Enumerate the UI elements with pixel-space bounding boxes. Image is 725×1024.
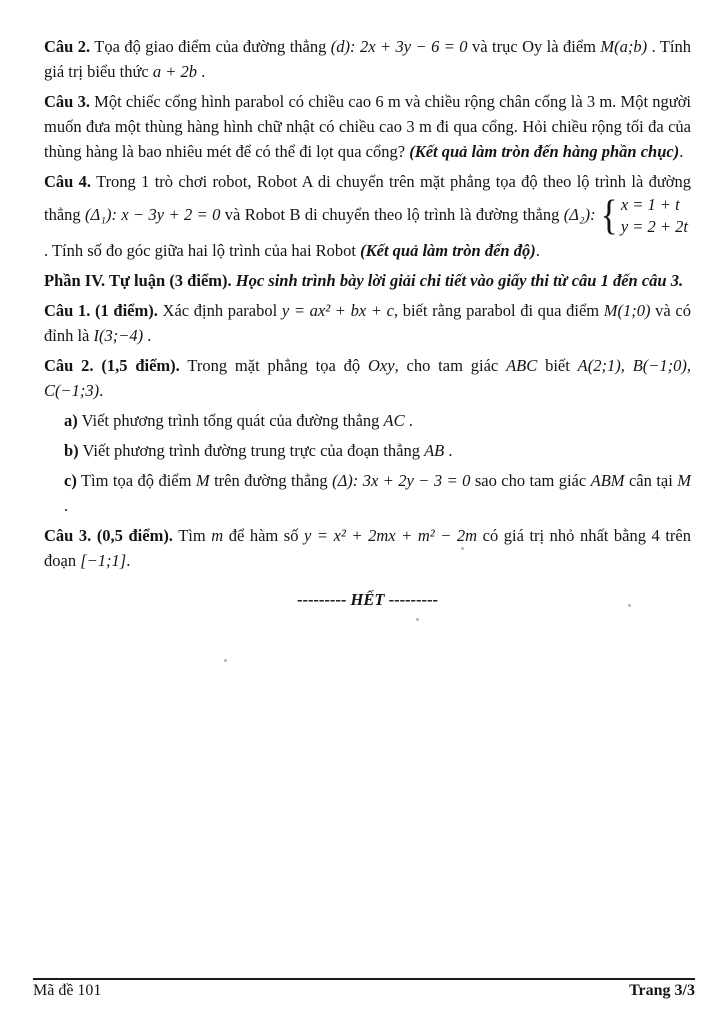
text-segment: (Δ₂): [563,204,596,224]
brace-glyph: { [600,193,618,239]
text-segment: . Tính giá trị biểu thức [44,37,691,81]
text-segment: M(1;0) [603,301,651,320]
text-segment: y = x² + 2mx + m² − 2m [304,526,478,545]
text-segment: M [677,471,692,490]
text-segment: ABM [590,471,625,490]
text-segment: ABC [506,356,538,375]
exam-body [44,34,691,617]
text-segment: và trục Oy là điểm [467,37,601,56]
equation-system [599,194,688,238]
text-segment: Oxy [367,356,395,375]
text-segment: Xác định parabol [157,301,282,320]
text-segment: . [126,551,131,570]
equation-line: x = 1 + t [620,195,680,214]
text-segment: (d): 2x + 3y − 6 = 0 [330,37,468,56]
text-segment: . [99,381,104,400]
text-segment: , cho tam giác [394,356,507,375]
text-segment: --------- [384,590,439,609]
essay-question-3 [44,523,691,573]
text-segment: (Δ₁): x − 3y + 2 = 0 [85,204,221,224]
text-segment: . Tính số đo góc giữa hai lộ trình của hai Robot [44,241,361,260]
text-segment: và có đỉnh là [44,301,691,345]
text-segment: để hàm số [223,526,305,545]
text-segment: A(2;1), B(−1;0), C(−1;3) [44,356,692,400]
question-3-short-answer [44,89,691,164]
text-segment: m [211,526,224,545]
text-segment: Trong 1 trò chơi robot, Robot A di chuyển trên mặt phẳng tọa độ theo lộ trình là đường thẳng [44,172,692,224]
text-segment: . [143,326,152,345]
text-segment: . [64,496,69,515]
text-segment: Câu 2. [44,37,91,56]
text-segment: M(a;b) [600,37,648,56]
text-segment: Phần IV. Tự luận (3 điểm). [44,271,232,290]
text-segment: a) [64,411,78,430]
text-segment: Câu 3. (0,5 điểm). [44,526,173,545]
text-segment: Câu 4. [44,172,92,191]
text-segment: . [535,241,540,260]
text-segment: y = ax² + bx + c [281,301,394,320]
text-segment: , biết rằng parabol đi qua điểm [393,301,604,320]
page-number-label: Trang 3/3 [629,982,695,999]
text-segment: M [195,471,210,490]
text-segment: cân tại [624,471,678,490]
text-segment: Tìm tọa độ điểm [76,471,196,490]
text-segment: . [404,411,413,430]
essay-question-2 [44,353,691,403]
text-segment: a + 2b [152,62,197,81]
essay-question-2c [44,468,691,518]
text-segment: HẾT [350,590,385,609]
text-segment: Trong mặt phẳng tọa độ [179,356,368,375]
text-segment: có giá trị nhỏ nhất bằng 4 trên đoạn [44,526,692,570]
text-segment: (Kết quả làm tròn đến độ) [360,241,536,260]
question-4-short-answer [44,169,691,263]
text-segment: trên đường thẳng [209,471,333,490]
text-segment: . [444,441,453,460]
text-segment: Tọa độ giao điểm của đường thẳng [90,37,331,56]
text-segment: Một chiếc cổng hình parabol có chiều cao 6 m và chiều rộng chân cổng là 3 m. Một người muốn đưa một thùng hàng hình chữ nhật có chiều cao 3 m đi qua cổng. Hỏi chiều rộng tối đa của thùng hàng là bao nhiêu mét để có thể đi lọt qua cổng? [44,92,692,161]
question-2-short-answer [44,34,691,84]
text-segment: và Robot B di chuyển theo lộ trình là đường thẳng [220,204,564,224]
exam-code-label: Mã đề 101 [33,982,102,999]
text-segment: sao cho tam giác [470,471,591,490]
text-segment: AB [424,441,445,460]
page-footer [33,978,695,1000]
text-segment: Tìm [172,526,212,545]
text-segment: Câu 3. [44,92,90,111]
text-segment: b) [64,441,79,460]
text-segment: Câu 1. (1 điểm). [44,301,158,320]
text-segment: Viết phương trình đường trung trực của đoạn thẳng [78,441,425,460]
essay-question-2a [44,408,691,433]
section-heading-part-4 [44,268,691,293]
text-segment: AC [383,411,405,430]
equation-line: y = 2 + 2t [620,217,688,236]
text-segment: --------- [296,590,351,609]
text-segment: I(3;−4) [93,326,144,345]
end-marker [44,587,691,612]
essay-question-2b [44,438,691,463]
scan-speck [416,618,419,621]
text-segment: . [196,62,206,81]
text-segment: Học sinh trình bày lời giải chi tiết vào giấy thi từ câu 1 đến câu 3. [231,271,684,290]
scan-speck [628,604,631,607]
text-segment: . [679,142,684,161]
text-segment: biết [537,356,578,375]
scan-speck [224,659,227,662]
text-segment: c) [64,471,77,490]
essay-question-1 [44,298,691,348]
text-segment: [−1;1] [80,551,127,570]
text-segment: Câu 2. (1,5 điểm). [44,356,180,375]
text-segment: (Δ): 3x + 2y − 3 = 0 [332,471,471,490]
scan-speck [461,547,464,550]
text-segment: Viết phương trình tổng quát của đường thẳng [77,411,384,430]
text-segment: (Kết quả làm tròn đến hàng phần chục) [409,142,680,161]
